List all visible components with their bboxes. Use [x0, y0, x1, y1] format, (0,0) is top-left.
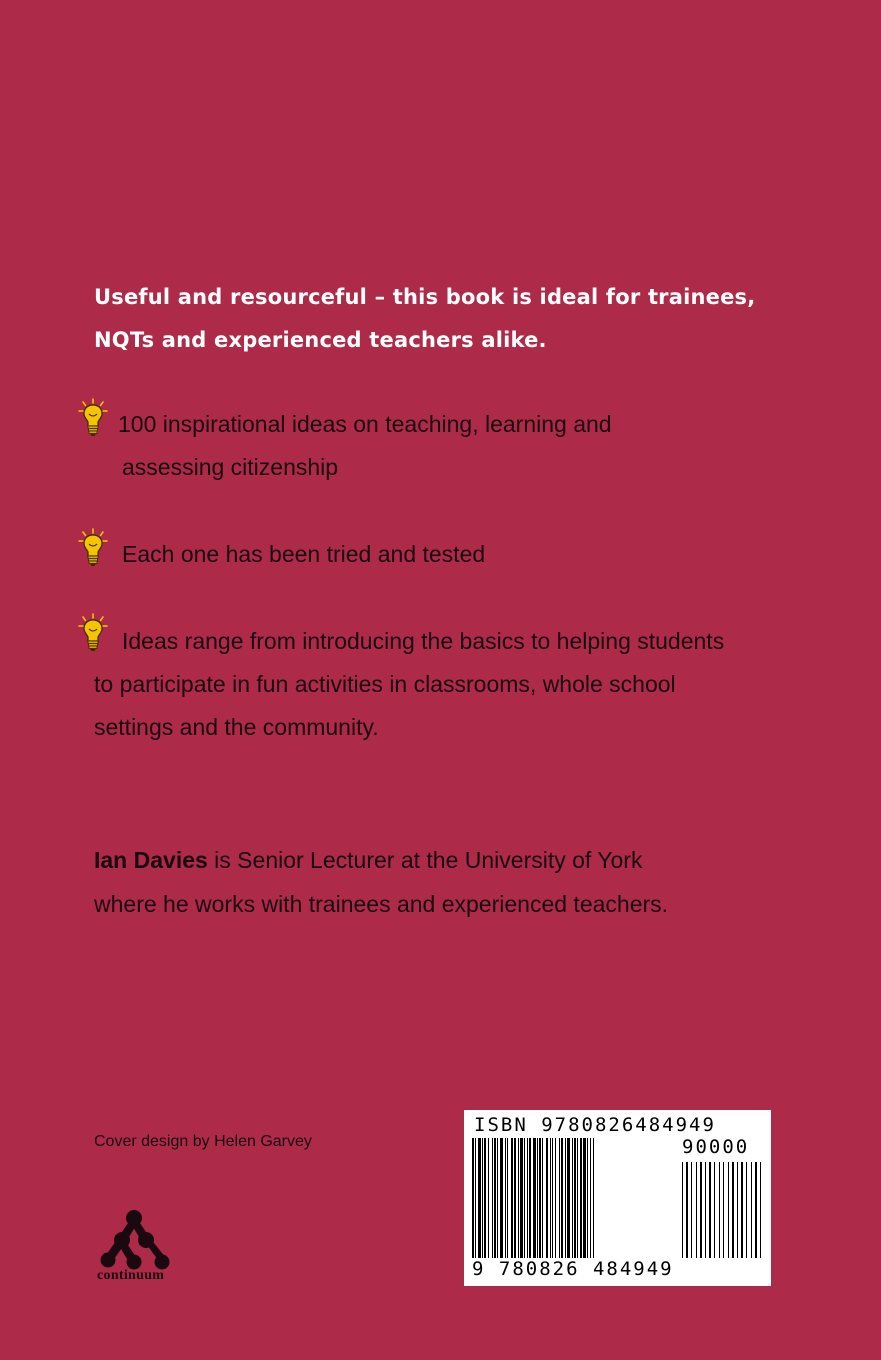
bullet-item-3	[94, 620, 794, 749]
tagline	[94, 276, 814, 362]
tagline-line-1: Useful and resourceful – this book is ideal for trainees,	[94, 285, 756, 309]
tagline-line-2: NQTs and experienced teachers alike.	[94, 328, 547, 352]
bullet-item-2	[122, 533, 722, 576]
author-bio-line-1: is Senior Lecturer at the University of York	[207, 847, 643, 873]
lightbulb-icon	[78, 528, 108, 570]
price-code: 90000	[682, 1136, 750, 1158]
author-name: Ian Davies	[94, 847, 208, 873]
cover-design-credit: Cover design by Helen Garvey	[94, 1133, 312, 1150]
author-bio-line-2: where he works with trainees and experienced teachers.	[94, 891, 669, 917]
publisher-name: continuum	[97, 1268, 165, 1283]
bullet-3-line-1: Ideas range from introducing the basics to helping students	[122, 628, 725, 654]
bullet-3-line-3: settings and the community.	[94, 714, 379, 740]
lightbulb-icon	[78, 398, 108, 440]
isbn-barcode	[464, 1110, 771, 1286]
bullet-3-line-2: to participate in fun activities in classrooms, whole school	[94, 671, 676, 697]
bullet-2-line-1: Each one has been tried and tested	[122, 541, 486, 567]
bullet-1-line-1: 100 inspirational ideas on teaching, learning and	[118, 411, 612, 437]
barcode-digits: 9 780826 484949	[472, 1258, 674, 1280]
bullet-item-1	[118, 403, 718, 489]
isbn-label: ISBN 9780826484949	[474, 1114, 716, 1136]
author-bio	[94, 838, 794, 926]
bullet-1-line-2: assessing citizenship	[122, 454, 339, 480]
